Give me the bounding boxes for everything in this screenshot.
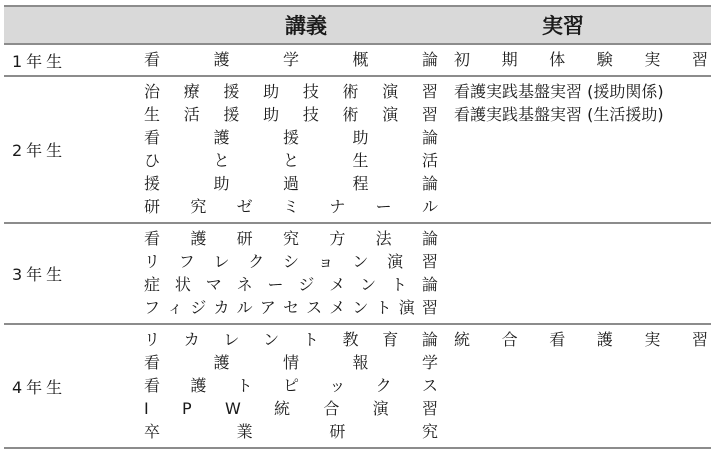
- lecture-cell: [142, 76, 442, 223]
- lecture-cell: [142, 223, 442, 324]
- lecture-item: 看 護 学 概 論: [144, 50, 438, 69]
- table-row: [4, 76, 711, 223]
- lecture-item: 看 護 ト ピ ッ ク ス: [144, 376, 438, 395]
- lecture-item: 援 助 過 程 論: [144, 174, 438, 193]
- lecture-item: フ ィ ジ カ ル ア セ ス メ ン ト 演 習: [144, 298, 438, 317]
- lecture-item: 研 究 ゼ ミ ナ ー ル: [144, 197, 438, 216]
- practicum-cell: [442, 324, 711, 448]
- practicum-cell: [442, 44, 711, 76]
- practicum-item: 看護実践基盤実習 (援助関係): [454, 82, 664, 101]
- lecture-item: 看 護 情 報 学: [144, 353, 438, 372]
- year-label: 2年生: [4, 76, 142, 223]
- lecture-item: 看 護 研 究 方 法 論: [144, 229, 438, 248]
- curriculum-table: [4, 5, 711, 449]
- table-row: [4, 44, 711, 76]
- practicum-item: 看護実践基盤実習 (生活援助): [454, 105, 664, 124]
- lecture-item: I P W 統 合 演 習: [144, 399, 438, 418]
- practicum-item: 統 合 看 護 実 習: [454, 330, 708, 349]
- lecture-cell: [142, 44, 442, 76]
- lecture-item: 治 療 援 助 技 術 演 習: [144, 82, 438, 101]
- practicum-cell: [442, 76, 711, 223]
- lecture-item: 看 護 援 助 論: [144, 128, 438, 147]
- year-label: 3年生: [4, 223, 142, 324]
- lecture-header: 講義: [4, 6, 442, 44]
- lecture-item: 生 活 援 助 技 術 演 習: [144, 105, 438, 124]
- header-row: [4, 6, 711, 44]
- lecture-item: ひ と と 生 活: [144, 151, 438, 170]
- year-label: 1年生: [4, 44, 142, 76]
- lecture-item: リ フ レ ク シ ョ ン 演 習: [144, 252, 438, 271]
- curriculum-sheet: [4, 5, 711, 441]
- practicum-header: 実習: [442, 6, 711, 44]
- lecture-item: 卒 業 研 究: [144, 422, 438, 441]
- year-label: 4年生: [4, 324, 142, 448]
- practicum-cell: [442, 223, 711, 324]
- practicum-item: 初 期 体 験 実 習: [454, 50, 708, 69]
- table-row: [4, 324, 711, 448]
- lecture-item: リ カ レ ン ト 教 育 論: [144, 330, 438, 349]
- lecture-cell: [142, 324, 442, 448]
- lecture-item: 症 状 マ ネ ー ジ メ ン ト 論: [144, 275, 438, 294]
- table-row: [4, 223, 711, 324]
